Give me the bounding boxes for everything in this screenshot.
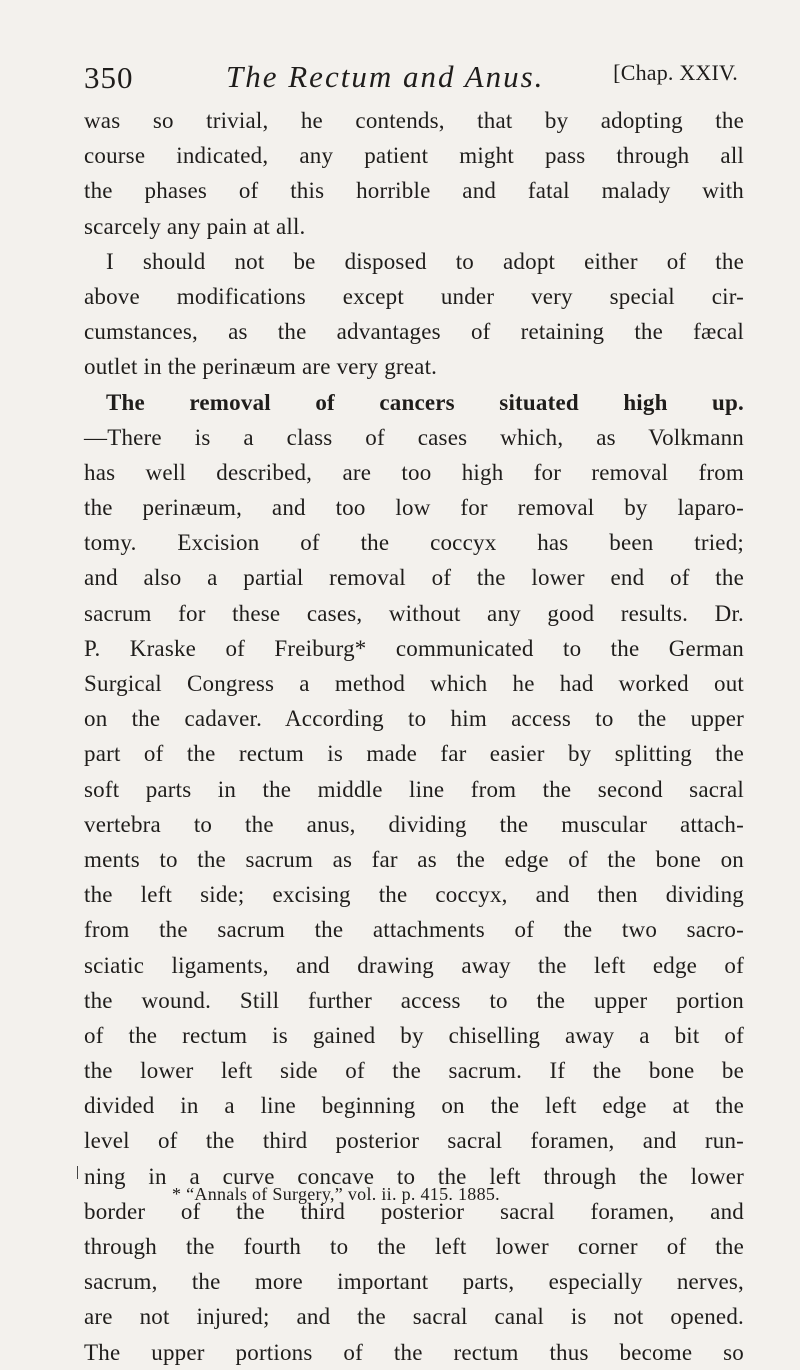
text-line: —There is a class of cases which, as Volkmann	[84, 424, 744, 450]
text-line: soft parts in the middle line from the second sacral	[84, 776, 744, 802]
footnote: * “Annals of Surgery,” vol. ii. p. 415. 1885.	[172, 1184, 500, 1204]
text-line: through the fourth to the left lower corner of the	[84, 1234, 744, 1259]
page-header	[84, 52, 744, 94]
text-line: P. Kraske of Freiburg* communicated to the German	[84, 635, 744, 661]
text-line: the perinæum, and too low for removal by laparo-	[84, 495, 744, 521]
text-line: part of the rectum is made far easier by splitting the	[84, 741, 744, 767]
running-title: The Rectum and Anus.	[226, 59, 545, 94]
text-line: from the sacrum the attachments of the two sacro-	[84, 917, 744, 943]
text-line: of the rectum is gained by chiselling away a bit of	[84, 1022, 744, 1048]
text-line: I should not be disposed to adopt either of the	[106, 248, 744, 274]
text-line: scarcely any pain at all.	[84, 213, 306, 239]
text-line: level of the third posterior sacral foramen, and run-	[84, 1128, 744, 1154]
text-line: above modifications except under very special cir-	[84, 283, 744, 309]
page-number: 350	[84, 60, 134, 95]
text-line: ments to the sacrum as far as the edge of the bone on	[84, 846, 744, 872]
text-line: divided in a line beginning on the left edge at the	[84, 1093, 744, 1119]
text-line: ning in a curve concave to the left through the lower	[84, 1163, 744, 1189]
text-line: has well described, are too high for removal from	[84, 459, 744, 485]
text-line: was so trivial, he contends, that by adopting the	[84, 108, 744, 133]
text-line: are not injured; and the sacral canal is not opened.	[84, 1304, 744, 1330]
text-line: outlet in the perinæum are very great.	[84, 354, 438, 380]
text-line: The upper portions of the rectum thus become so	[84, 1339, 744, 1365]
text-line: sciatic ligaments, and drawing away the left edge of	[84, 952, 744, 978]
margin-mark	[77, 1166, 78, 1179]
section-heading-line	[84, 385, 744, 420]
text-line: tomy. Excision of the coccyx has been tried;	[84, 530, 744, 556]
text-line: course indicated, any patient might pass through all	[84, 143, 744, 169]
text-line: border of the third posterior sacral foramen, and	[84, 1198, 744, 1224]
chapter-label: [Chap. XXIV.	[613, 60, 738, 85]
text-line: sacrum, the more important parts, especially nerves,	[84, 1269, 744, 1295]
text-line: the lower left side of the sacrum. If the bone be	[84, 1058, 744, 1084]
text-line: and also a partial removal of the lower end of the	[84, 565, 744, 591]
text-line: cumstances, as the advantages of retaining the fæcal	[84, 319, 744, 345]
text-line: the left side; excising the coccyx, and then dividing	[84, 882, 744, 908]
text-line: vertebra to the anus, dividing the muscular attach-	[84, 811, 744, 837]
text-line: the wound. Still further access to the upper portion	[84, 987, 744, 1013]
text-line: sacrum for these cases, without any good results. Dr.	[84, 600, 744, 626]
body-text	[84, 103, 744, 1370]
text-line: on the cadaver. According to him access to the upper	[84, 706, 744, 732]
text-line: the phases of this horrible and fatal malady with	[84, 178, 744, 204]
section-heading: The removal of cancers situated high up.	[106, 389, 744, 415]
text-line: Surgical Congress a method which he had worked out	[84, 671, 744, 696]
